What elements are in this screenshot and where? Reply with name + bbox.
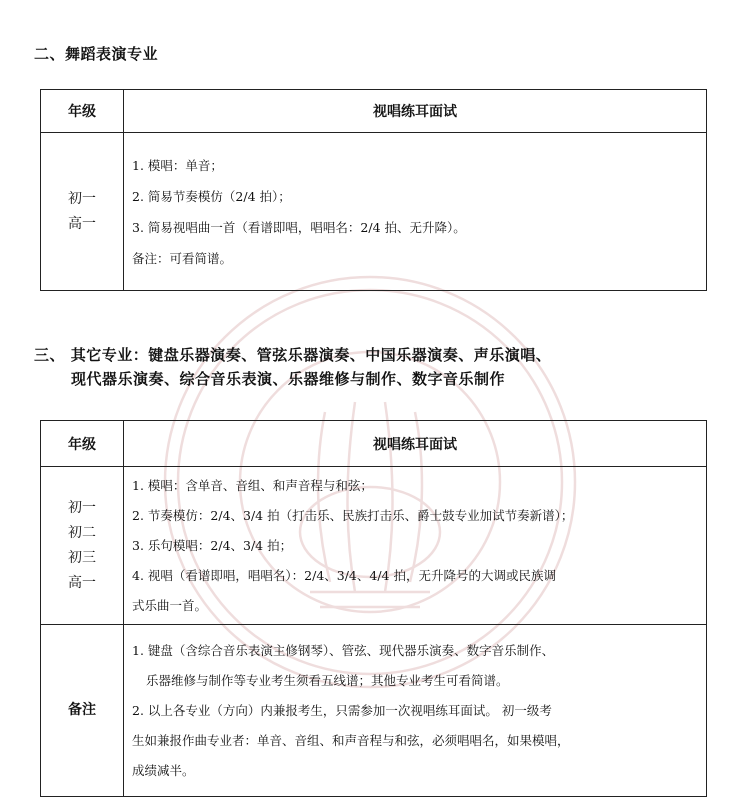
list-item: 1. 模唱：含单音、音组、和声音程与和弦；	[132, 477, 373, 493]
section-heading-other	[34, 343, 551, 391]
list-item: 3. 简易视唱曲一首（看谱即唱，唱唱名：2/4 拍、无升降）。	[132, 219, 466, 235]
list-item: 2. 节奏模仿：2/4、3/4 拍（打击乐、民族打击乐、爵士鼓专业加试节奏新谱）；	[132, 507, 574, 523]
heading-line: 三、 其它专业：键盘乐器演奏、管弦乐器演奏、中国乐器演奏、声乐演唱、	[34, 346, 552, 364]
note-line: 成绩减半。	[132, 762, 195, 778]
note-line: 生如兼报作曲专业者：单音、音组、和声音程与和弦，必须唱唱名，如果模唱，	[132, 732, 570, 748]
list-item: 3. 乐句模唱：2/4、3/4 拍；	[132, 537, 293, 553]
exam-content-cell	[124, 133, 707, 291]
grade-cell	[41, 467, 124, 625]
exam-header: 视唱练耳面试	[124, 421, 707, 467]
grade-label: 初三	[68, 549, 96, 566]
list-item: 4. 视唱（看谱即唱，唱唱名）：2/4、3/4、4/4 拍，无升降号的大调或民族调	[132, 567, 556, 583]
other-exam-table	[40, 420, 707, 797]
note-label-cell: 备注	[41, 625, 124, 797]
grade-cell	[41, 133, 124, 291]
note-line: 乐器维修与制作等专业考生须看五线谱；其他专业考生可看简谱。	[146, 672, 509, 688]
grade-label: 初二	[68, 524, 96, 541]
list-item: 式乐曲一首。	[132, 597, 208, 613]
grade-header: 年级	[41, 90, 124, 133]
section-heading-dance: 二、舞蹈表演专业	[34, 45, 159, 63]
dance-exam-table	[40, 89, 707, 291]
list-item: 1. 模唱：单音；	[132, 157, 223, 173]
heading-line: 现代器乐演奏、综合音乐表演、乐器维修与制作、数字音乐制作	[71, 370, 506, 388]
grade-label: 初一	[68, 190, 96, 207]
grade-label: 高一	[68, 215, 96, 232]
list-item: 2. 简易节奏模仿（2/4 拍）；	[132, 188, 291, 204]
grade-header: 年级	[41, 421, 124, 467]
exam-content-cell	[124, 467, 707, 625]
grade-label: 初一	[68, 499, 96, 516]
exam-header: 视唱练耳面试	[124, 90, 707, 133]
grade-label: 高一	[68, 574, 96, 591]
list-item: 备注：可看简谱。	[132, 250, 233, 266]
note-line: 1. 键盘（含综合音乐表演主修钢琴）、管弦、现代器乐演奏、数字音乐制作、	[132, 642, 555, 658]
note-line: 2. 以上各专业（方向）内兼报考生，只需参加一次视唱练耳面试。 初一级考	[132, 702, 552, 718]
note-content-cell	[124, 625, 707, 797]
